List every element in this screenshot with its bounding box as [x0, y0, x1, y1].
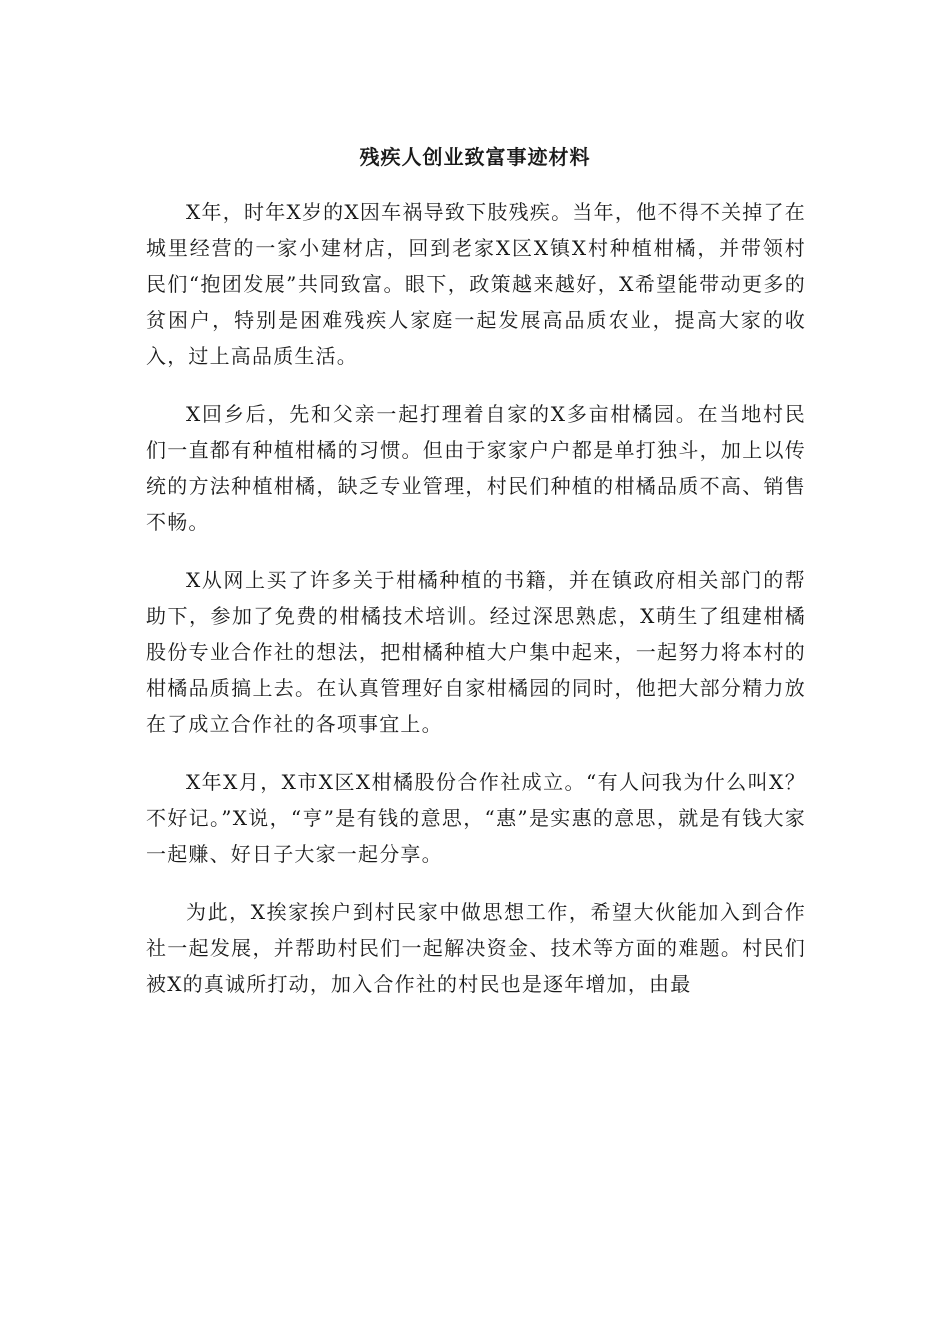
paragraph-1: X年，时年X岁的X因车祸导致下肢残疾。当年，他不得不关掉了在城里经营的一家小建材店，回到老家X区X镇X村种植柑橘，并带领村民们“抱团发展”共同致富。眼下，政策越来越好，X希望能带动更多的贫困户，特别是困难残疾人家庭一起发展高品质农业，提高大家的收入，过上高品质生活。: [146, 200, 806, 368]
paragraph-2: X回乡后，先和父亲一起打理着自家的X多亩柑橘园。在当地村民们一直都有种植柑橘的习惯。但由于家家户户都是单打独斗，加上以传统的方法种植柑橘，缺乏专业管理，村民们种植的柑橘品质不高、销售不畅。: [146, 402, 806, 534]
document-body: [146, 194, 806, 1024]
paragraph-5: 为此，X挨家挨户到村民家中做思想工作，希望大伙能加入到合作社一起发展，并帮助村民们一起解决资金、技术等方面的难题。村民们被X的真诚所打动，加入合作社的村民也是逐年增加，由最: [146, 900, 806, 996]
document-title: 残疾人创业致富事迹材料: [359, 145, 591, 169]
paragraph-3: X从网上买了许多关于柑橘种植的书籍，并在镇政府相关部门的帮助下，参加了免费的柑橘技术培训。经过深思熟虑，X萌生了组建柑橘股份专业合作社的想法，把柑橘种植大户集中起来，一起努力将本村的柑橘品质搞上去。在认真管理好自家柑橘园的同时，他把大部分精力放在了成立合作社的各项事宜上。: [146, 568, 806, 736]
paragraph-4: X年X月，X市X区X柑橘股份合作社成立。“有人问我为什么叫X？不好记。”X说，“亨”是有钱的意思，“惠”是实惠的意思，就是有钱大家一起赚、好日子大家一起分享。: [146, 770, 806, 866]
